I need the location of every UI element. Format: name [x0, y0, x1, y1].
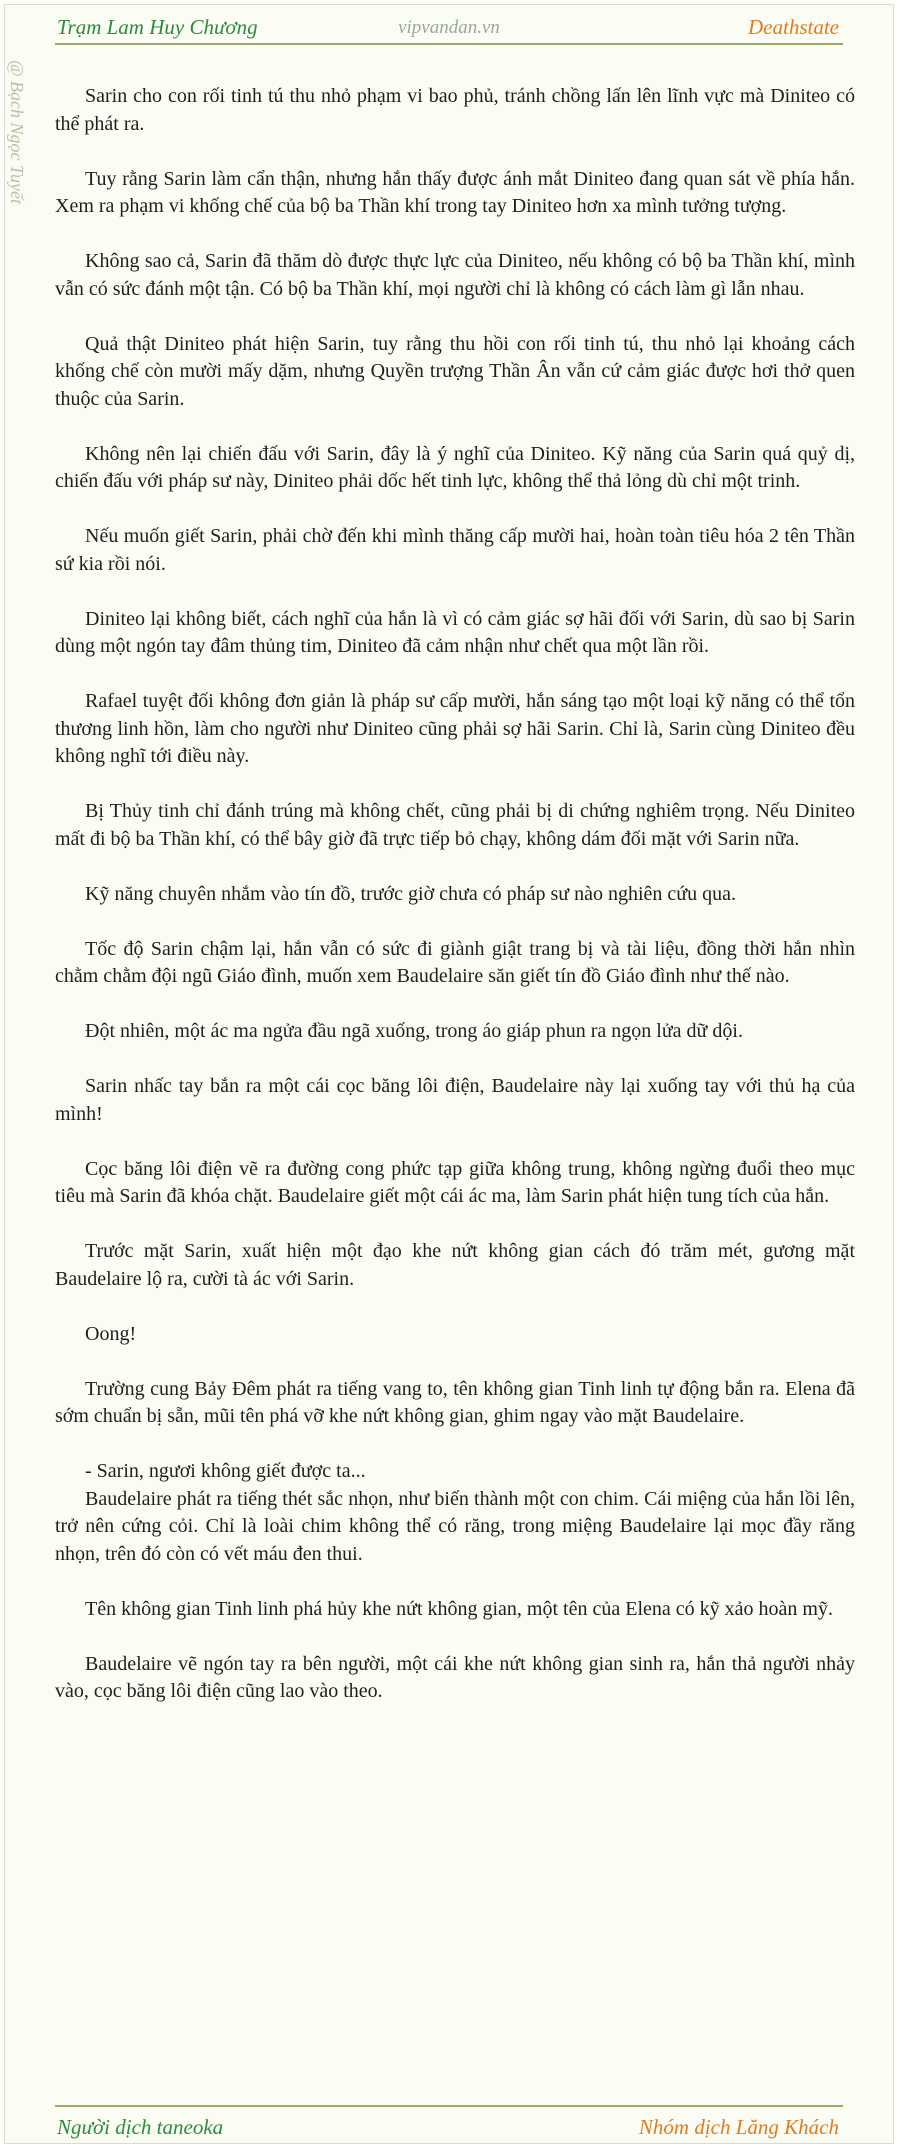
footer-group: Nhóm dịch Lăng Khách [638, 2115, 839, 2139]
paragraph: Trước mặt Sarin, xuất hiện một đạo khe nứt không gian cách đó trăm mét, gương mặt Baudelaire lộ ra, cười tà ác với Sarin. [55, 1240, 855, 1290]
paragraph: Nếu muốn giết Sarin, phải chờ đến khi mình thăng cấp mười hai, hoàn toàn tiêu hóa 2 tên Thần sứ kia rồi nói. [55, 525, 855, 575]
paragraph: Trường cung Bảy Đêm phát ra tiếng vang to, tên không gian Tinh linh tự động bắn ra. Elena đã sớm chuẩn bị sẵn, mũi tên phá vỡ khe nứt không gian, ghim ngay vào mặt Baudelaire. [55, 1377, 855, 1427]
paragraph: Tên không gian Tinh linh phá hủy khe nứt không gian, một tên của Elena có kỹ xảo hoàn mỹ. [85, 1597, 833, 1620]
page-frame [4, 4, 894, 2144]
side-watermark [7, 60, 43, 280]
paragraph: Diniteo lại không biết, cách nghĩ của hắn là vì có cảm giác sợ hãi đối với Sarin, dù sao bị Sarin dùng một ngón tay đâm thủng tim, Diniteo đã cảm nhận như chết qua một lần rồi. [55, 607, 855, 657]
dialogue-line: - Sarin, ngươi không giết được ta... [85, 1460, 366, 1482]
paragraph: Baudelaire phát ra tiếng thét sắc nhọn, như biến thành một con chim. Cái miệng của hắn lồi lên, trở nên cứng cỏi. Chỉ là loài chim không thể có răng, trong miệng Baudelaire lại mọc đầy răng nhọn, trên đó còn có vết máu đen thui. [55, 1487, 855, 1565]
paragraph: Sarin nhấc tay bắn ra một cái cọc băng lôi điện, Baudelaire này lại xuống tay với thủ hạ của mình! [55, 1075, 855, 1125]
paragraph: Không sao cả, Sarin đã thăm dò được thực lực của Diniteo, nếu không có bộ ba Thần khí, mình vẫn có sức đánh một tận. Có bộ ba Thần khí, mọi người chỉ là không có cách làm gì lẫn nhau. [55, 250, 855, 300]
paragraph: Cọc băng lôi điện vẽ ra đường cong phức tạp giữa không trung, không ngừng đuổi theo mục tiêu mà Sarin đã khóa chặt. Baudelaire giết một cái ác ma, làm Sarin phát hiện tung tích của hắn. [55, 1157, 855, 1207]
header-book-title: Deathstate [748, 15, 839, 39]
header-website[interactable]: vipvandan.vn [398, 17, 500, 38]
paragraph: Không nên lại chiến đấu với Sarin, đây là ý nghĩ của Diniteo. Kỹ năng của Sarin quá quỷ dị, chiến đấu với pháp sư này, Diniteo phải dốc hết tinh lực, không thể thả lỏng dù chỉ một trinh. [55, 442, 855, 492]
paragraph: Quả thật Diniteo phát hiện Sarin, tuy rằng thu hồi con rối tinh tú, thu nhỏ lại khoảng cách khống chế còn mười mấy dặm, nhưng Quyền trượng Thần Ân vẫn cứ cảm giác được hơi thở quen thuộc của Sarin. [55, 332, 855, 410]
page-header [55, 13, 843, 45]
paragraph: Rafael tuyệt đối không đơn giản là pháp sư cấp mười, hắn sáng tạo một loại kỹ năng có thể tổn thương linh hồn, làm cho người như Diniteo cũng phải sợ hãi Sarin. Chỉ là, Sarin cùng Diniteo đều không nghĩ tới điều này. [55, 690, 855, 767]
page-footer [55, 2105, 843, 2143]
side-watermark-text: @ Bạch Ngọc Tuyết [7, 60, 27, 205]
paragraph: Kỹ năng chuyên nhắm vào tín đồ, trước giờ chưa có pháp sư nào nghiên cứu qua. [85, 882, 737, 905]
paragraph: Bị Thủy tinh chỉ đánh trúng mà không chết, cũng phải bị di chứng nghiêm trọng. Nếu Diniteo mất đi bộ ba Thần khí, có thể bây giờ đã trực tiếp bỏ chạy, không dám đối mặt với Sarin nữa. [55, 800, 855, 850]
paragraph: Sarin cho con rối tinh tú thu nhỏ phạm vi bao phủ, tránh chồng lấn lên lĩnh vực mà Diniteo có thể phát ra. [55, 85, 855, 135]
paragraph: Đột nhiên, một ác ma ngửa đầu ngã xuống, trong áo giáp phun ra ngọn lửa dữ dội. [85, 1020, 743, 1042]
paragraph: Oong! [85, 1322, 137, 1345]
header-site-name: Trạm Lam Huy Chương [57, 15, 258, 39]
paragraph: Tuy rằng Sarin làm cẩn thận, nhưng hắn thấy được ánh mắt Diniteo đang quan sát về phía hắn. Xem ra phạm vi khống chế của bộ ba Thần khí trong tay Diniteo hơn xa mình tưởng tượng. [55, 167, 855, 217]
paragraph: Baudelaire vẽ ngón tay ra bên người, một cái khe nứt không gian sinh ra, hắn thả người nhảy vào, cọc băng lôi điện cũng lao vào theo. [55, 1652, 855, 1702]
footer-translator: Người dịch taneoka [57, 2115, 224, 2139]
paragraph: Tốc độ Sarin chậm lại, hắn vẫn có sức đi giành giật trang bị và tài liệu, đồng thời hắn nhìn chằm chằm đội ngũ Giáo đình, muốn xem Baudelaire săn giết tín đồ Giáo đình như thế nào. [55, 937, 855, 987]
chapter-body [55, 83, 855, 1733]
